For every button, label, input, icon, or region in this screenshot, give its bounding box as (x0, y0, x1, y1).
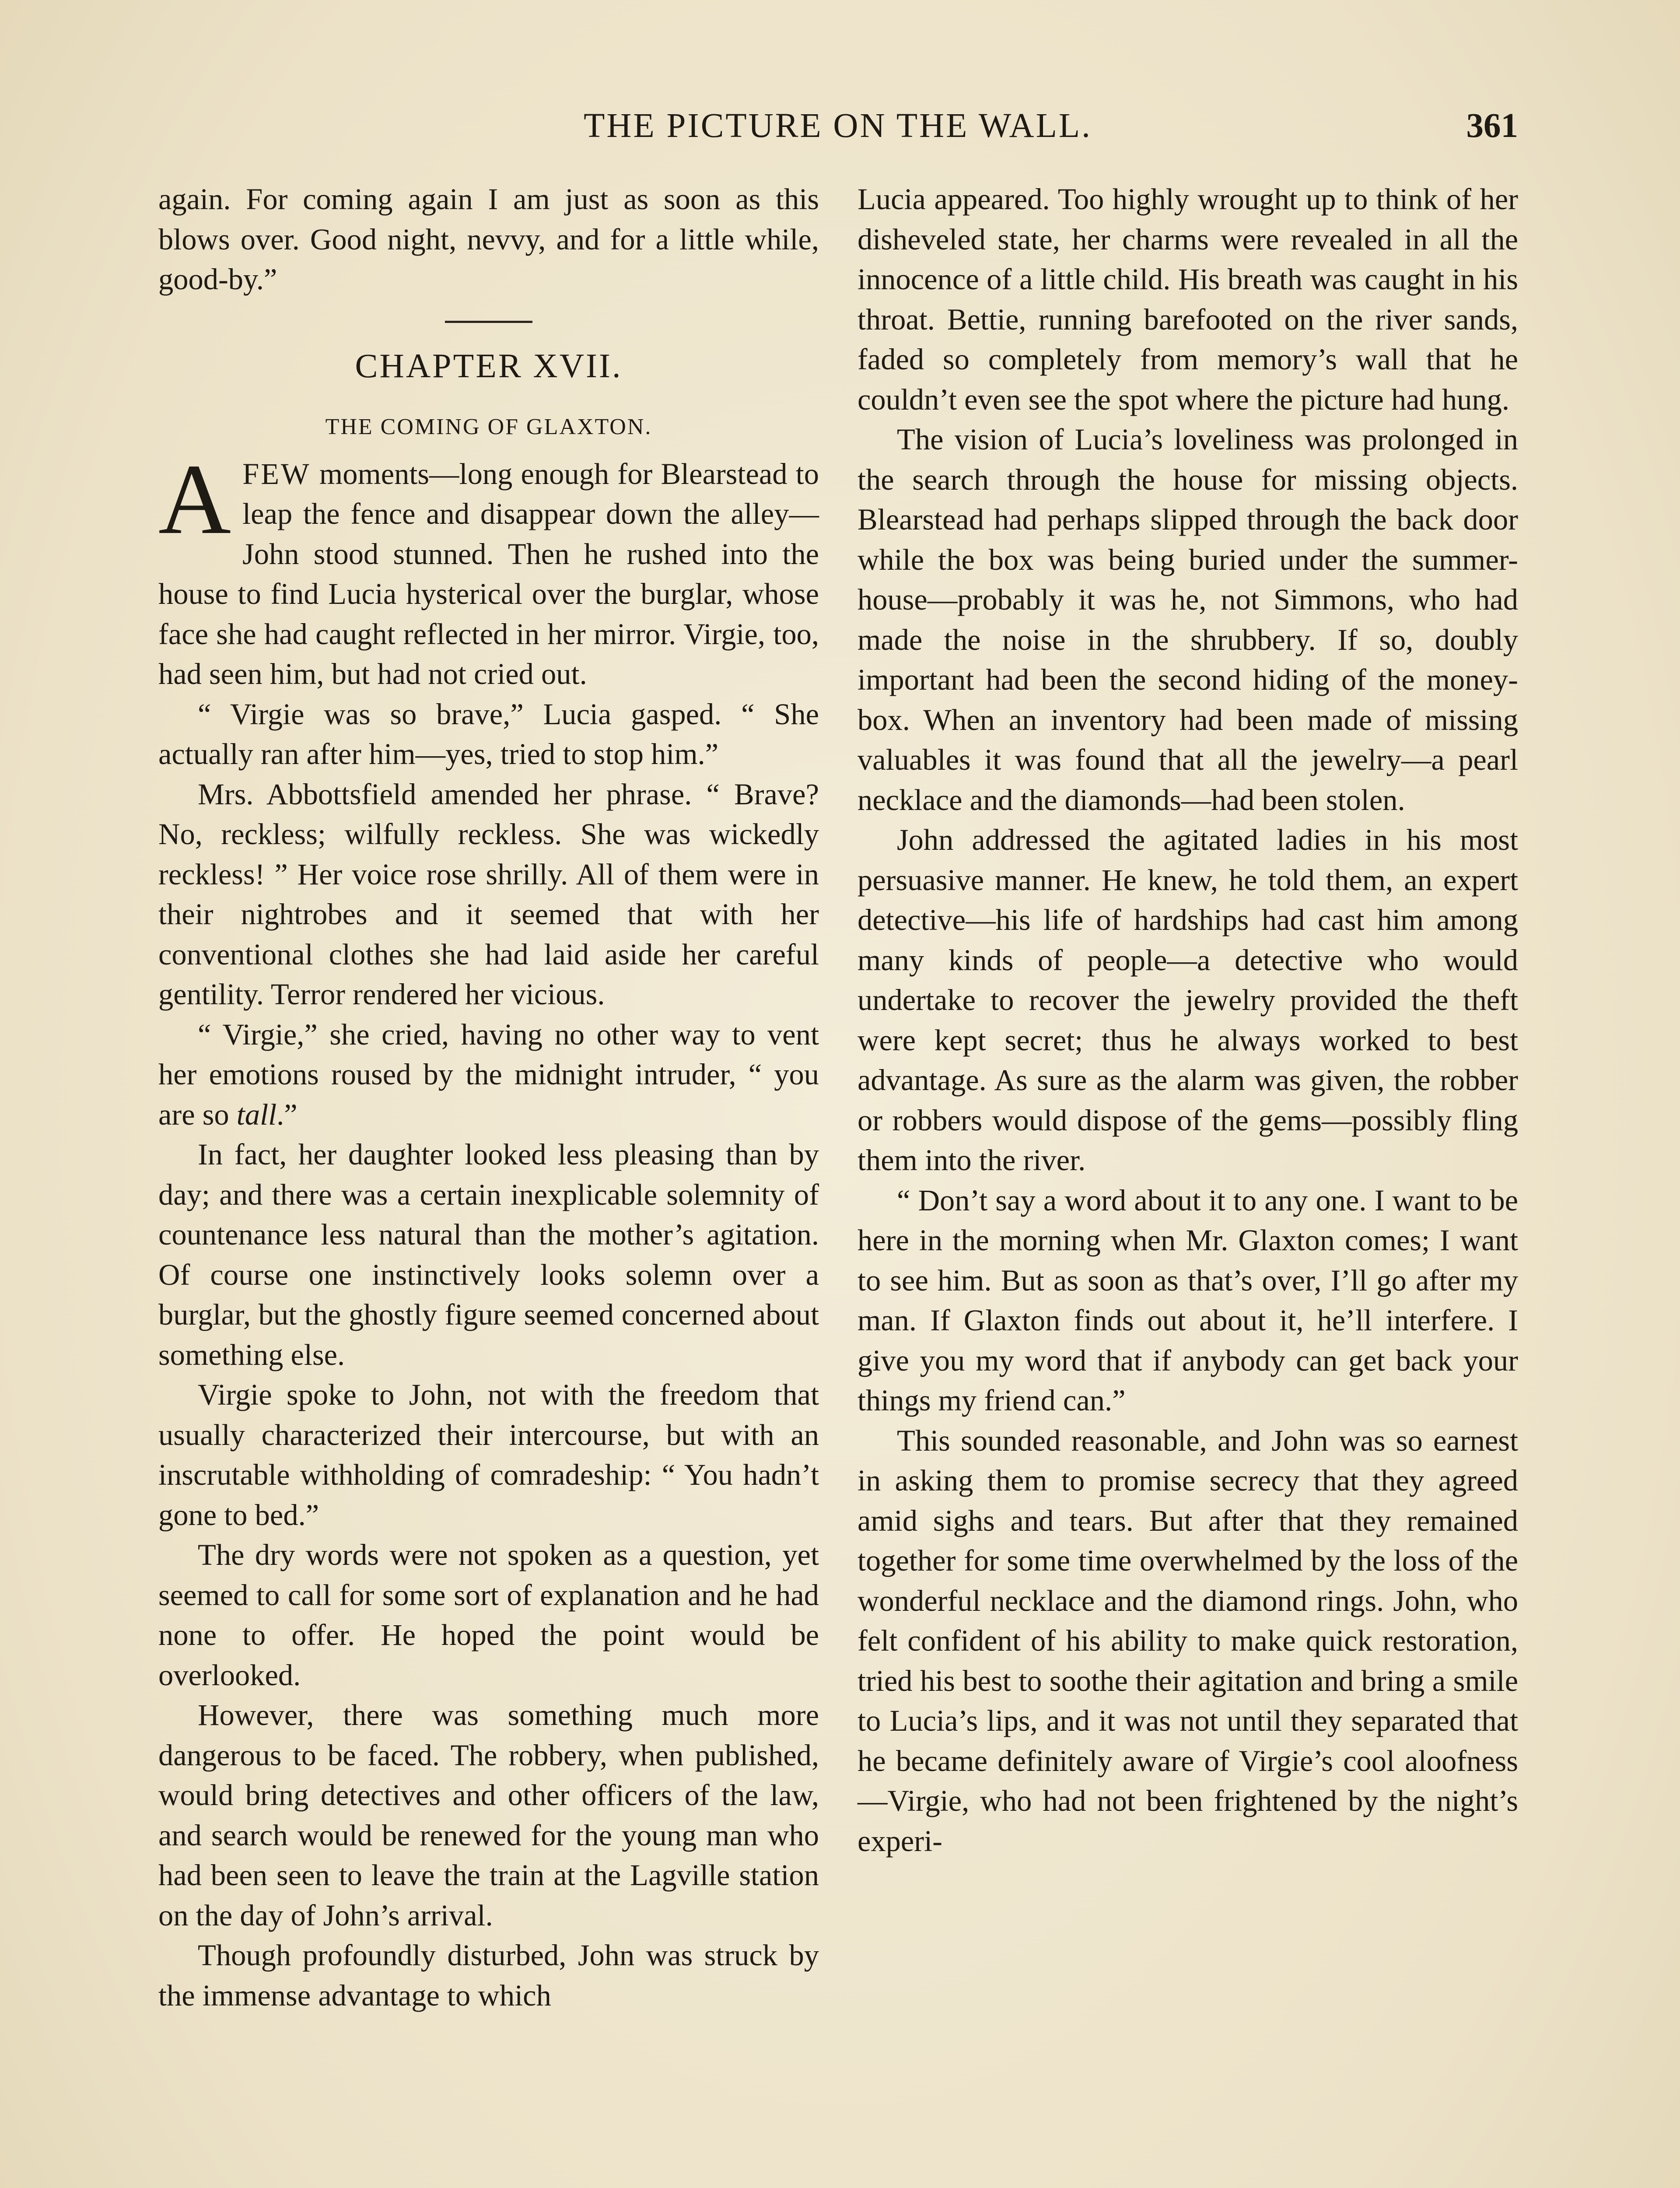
paragraph: This sounded reasonable, and John was so earnest in asking them to promise secrecy that they agreed amid sighs and tears. But after that they remained together for some time overwhelmed by the loss of the wonderful necklace and the diamond rings. John, who felt confident of his ability to make quick restoration, tried his best to soothe their agitation and bring a smile to Lucia’s lips, and it was not until they separated that he became definitely aware of Virgie’s cool aloofness—Virgie, who had not been frightened by the night’s experi- (858, 1424, 1518, 1858)
paragraph-text: .” (276, 1098, 298, 1131)
paragraph-text: “ Virgie,” she cried, having no other way to vent her emotions roused by the midnight intruder, “ you are so (158, 1017, 819, 1131)
running-title: THE PICTURE ON THE WALL. (584, 107, 1092, 145)
paragraph: “ Don’t say a word about it to any one. I want to be here in the morning when Mr. Glaxton comes; I want to see him. But as soon as that’s over, I’ll go after my man. If Glaxton finds out about it, he’ll interfere. I give you my word that if anybody can get back your things my friend can.” (858, 1183, 1518, 1417)
paragraph (158, 1015, 819, 1135)
section-divider (445, 321, 532, 323)
paragraph: John addressed the agitated ladies in his most persuasive manner. He knew, he told them, an expert detective—his life of hardships had cast him among many kinds of people—a detective who would undertake to recover the jewelry provided the theft were kept secret; thus he always worked to best advantage. As sure as the alarm was given, the robber or robbers would dispose of the gems—possibly fling them into the river. (858, 823, 1518, 1177)
paragraph-text: moments—long enough for Blearstead to leap the fence and disappear down the alley—John stood stunned. Then he rushed into the house to find Lucia hysterical over the burglar, whose face she had caught reflected in her mirror. Virgie, too, had seen him, but had not cried out. (158, 457, 819, 691)
paragraph: In fact, her daughter looked less pleasing than by day; and there was a certain inexplicable solemnity of countenance less natural than the mother’s agitation. Of course one instinctively looks solemn over a burglar, but the ghostly figure seemed concerned about something else. (158, 1138, 819, 1371)
paragraph: Lucia appeared. Too highly wrought up to think of her disheveled state, her charms were revealed in all the innocence of a little child. His breath was caught in his throat. Bettie, running barefooted on the river sands, faded so completely from memory’s wall that he couldn’t even see the spot where the picture had hung. (858, 182, 1518, 416)
running-head (158, 100, 1518, 152)
right-column (858, 179, 1518, 1861)
chapter-number: CHAPTER XVII. (355, 346, 623, 385)
opening-word: FEW (242, 457, 311, 491)
paragraph: Mrs. Abbottsfield amended her phrase. “ Brave? No, reckless; wilfully reckless. She was wickedly reckless! ” Her voice rose shrilly. All of them were in their nightrobes and it seemed that with her conventional clothes she had laid aside her careful gentility. Terror rendered her vicious. (158, 777, 819, 1011)
drop-cap: A (158, 443, 231, 555)
italic-word: tall (236, 1098, 277, 1131)
left-column (158, 179, 819, 2016)
chapter-opening-paragraph (158, 443, 819, 694)
page-number: 361 (1466, 107, 1518, 145)
paragraph: The vision of Lucia’s loveliness was prolonged in the search through the house for missing objects. Blearstead had perhaps slipped through the back door while the box was being buried under the summer-house—probably it was he, not Simmons, who had made the noise in the shrubbery. If so, doubly important had been the second hiding of the money-box. When an inventory had been made of missing valuables it was found that all the jewelry—a pearl necklace and the diamonds—had been stolen. (858, 423, 1518, 817)
paragraph: Virgie spoke to John, not with the freedom that usually characterized their intercourse, but with an inscrutable withholding of comradeship: “ You hadn’t gone to bed.” (158, 1378, 819, 1532)
paragraph: “ Virgie was so brave,” Lucia gasped. “ She actually ran after him—yes, tried to stop him.” (158, 697, 819, 771)
paragraph: However, there was something much more dangerous to be faced. The robbery, when published, would bring detectives and other officers of the law, and search would be renewed for the young man who had been seen to leave the train at the Lagville station on the day of John’s arrival. (158, 1698, 819, 1932)
chapter-title: THE COMING OF GLAXTON. (325, 414, 652, 439)
paragraph: The dry words were not spoken as a question, yet seemed to call for some sort of explanation and he had none to offer. He hoped the point would be overlooked. (158, 1538, 819, 1692)
paragraph: Though profoundly disturbed, John was struck by the immense advantage to which (158, 1939, 819, 2012)
paragraph: again. For coming again I am just as soon as this blows over. Good night, nevvy, and for a little while, good-by.” (158, 182, 819, 296)
